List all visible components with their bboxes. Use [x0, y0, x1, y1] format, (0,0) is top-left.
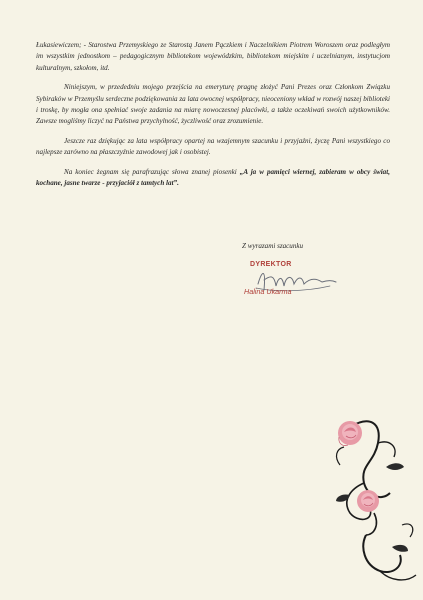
song-quote: „A ja w pamięci wiernej, zabieram w obcy świat, kochane, jasne twarze - przyjaciół z tamtych lat”.: [36, 167, 390, 188]
stamp-title: DYREKTOR: [250, 261, 292, 268]
paragraph-1: Łukasiewiczem; - Starostwa Przemyskiego ze Starostą Janem Pączkiem i Naczelnikiem Piotrem Woroszem oraz podległym im wszystkim jednostkom – pedagogicznym bibliotekom wojewódzkim, bibliotekom miejskim i uczelnianym, instytucjom kulturalnym, szkołom, itd.: [36, 41, 390, 72]
paragraph-3: Jeszcze raz dziękując za lata współpracy opartej na wzajemnym szacunku i przyjaźni, życzę Pani wszystkiego co najlepsze zarówno na płaszczyźnie zawodowej jak i osobistej.: [36, 136, 390, 157]
paragraph-4: [36, 167, 390, 190]
paragraph-4-intro: Na koniec żegnam się parafrazując słowa znanej piosenki: [64, 167, 237, 176]
rose-upper: [338, 421, 362, 446]
letter-body: [36, 40, 390, 197]
closing-phrase: Z wyrazami szacunku: [242, 242, 304, 250]
paragraph-2: Niniejszym, w przededniu mojego przejścia na emeryturę pragnę złożyć Pani Prezes oraz Członkom Związku Sybiraków w Przemyślu serdeczne podziękowania za lata owocnej współpracy, nieoceniony wkład w rozwój naszej biblioteki i troskę, by mogła ona spełniać swoje zadania na miarę nowoczesnej placówki, a także oczekiwań swoich użytkowników. Zawsze mogliśmy liczyć na Państwa przychylność, życzliwość oraz zrozumienie.: [36, 83, 390, 126]
stamp-name: Halina Ukarma: [244, 287, 292, 296]
rose-decoration: [320, 405, 420, 585]
rose-lower: [357, 490, 379, 512]
